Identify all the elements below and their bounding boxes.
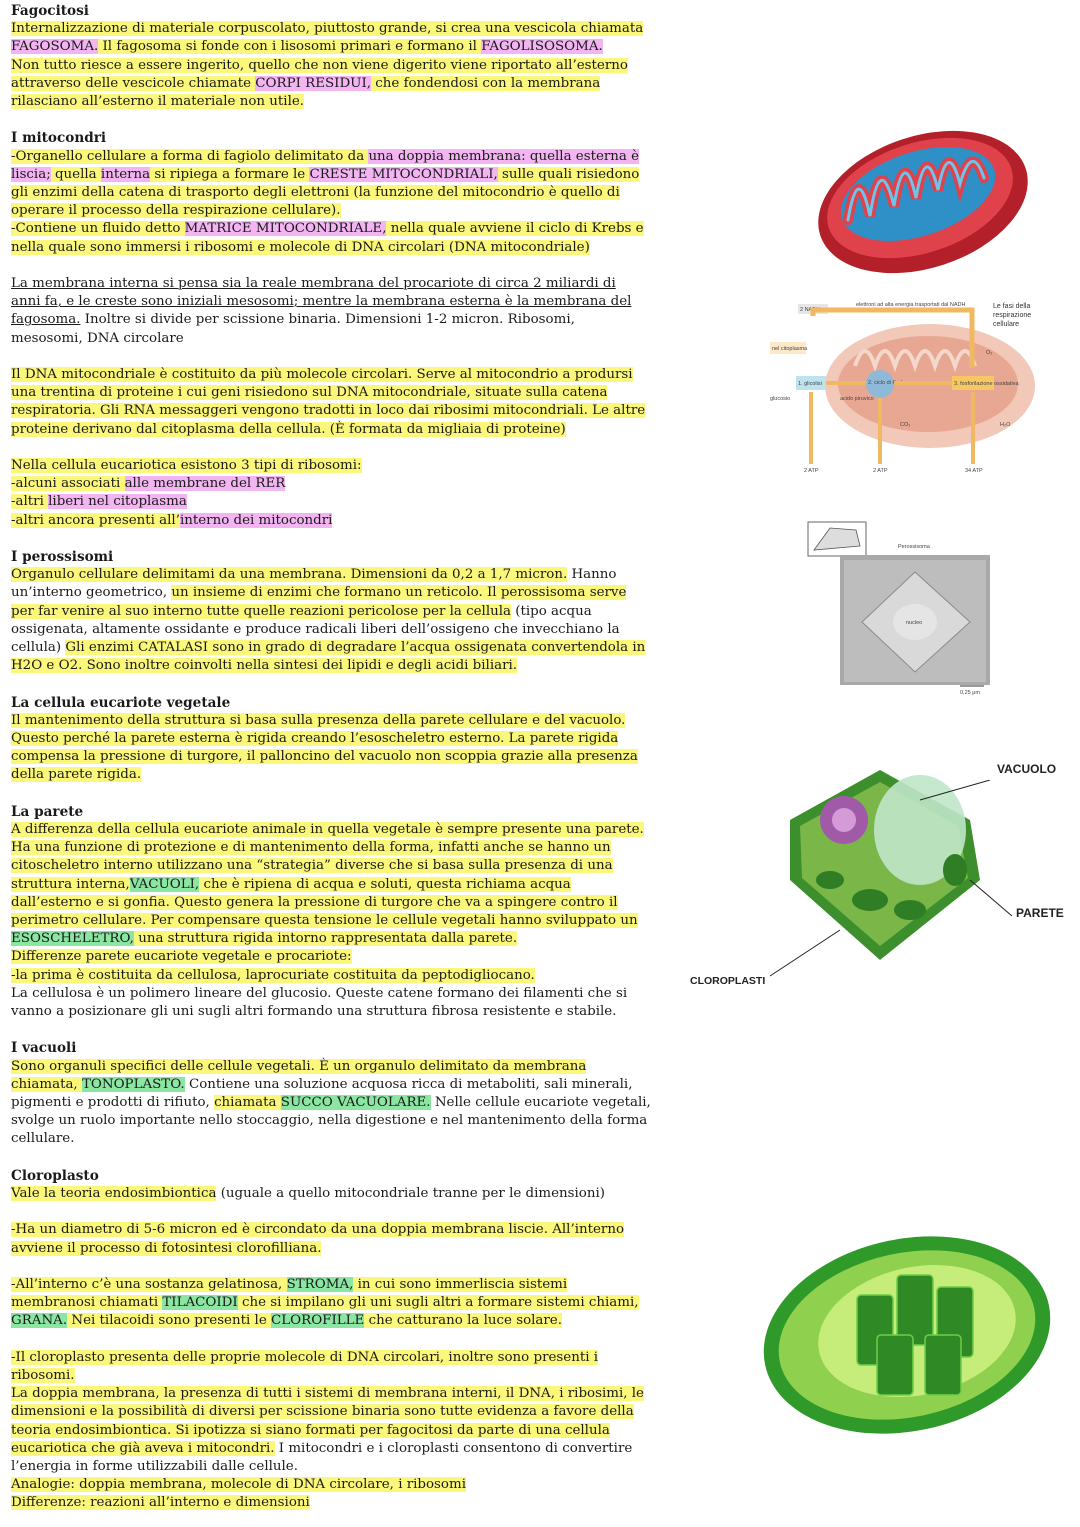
text-line: Nella cellula eucariotica esistono 3 tipi di ribosomi: — [11, 458, 362, 474]
label-glucosio: glucosio — [770, 396, 791, 402]
text-line: Il DNA mitocondriale è costituito da più molecole circolari. Serve al mitocondrio a prodursi — [11, 367, 633, 383]
label-cloroplasti: CLOROPLASTI — [690, 975, 766, 987]
text-line: in cui sono immerliscia sistemi — [353, 1277, 568, 1293]
text-line: doppia membrana, molecole di DNA circolare, i ribosomi — [79, 1477, 466, 1493]
chloroplast-illustration — [757, 1235, 1057, 1435]
text-line: eucariotica che già aveva i mitocondri. — [11, 1440, 275, 1456]
label-krebs: 2. ciclo di Krebs — [868, 380, 907, 386]
text-line: -la prima è costituita da cellulosa, laprocuriate costituita da peptodigliocano. — [11, 967, 535, 983]
text-line: citoscheletro interno utilizzano una “strategia” diverse che si basa sulla presenza di una — [11, 858, 613, 874]
text-line: sulle quali risiedono — [497, 166, 640, 182]
keyword-fagosoma: FAGOSOMA. — [11, 39, 99, 55]
label-perossisoma: Perossisoma — [898, 544, 930, 550]
text-line: La cellulosa è un polimero lineare del glucosio. Queste catene formano dei filamenti che si — [11, 985, 628, 1001]
text-line: La doppia membrana, la presenza di tutti i sistemi di membrana interni, il DNA, i ribosimi, le — [11, 1386, 644, 1402]
section-title: I mitocondri — [11, 130, 107, 147]
text-line: La membrana interna si pensa sia la reale membrana del procariote di circa 2 miliardi di — [11, 276, 616, 292]
text-line: Questo perché la parete esterna è rigida creando l’esoscheletro esterno. La parete rigida — [11, 731, 619, 747]
section-fagocitosi — [11, 2, 729, 111]
text-line: Nelle cellule eucariote vegetali, — [430, 1095, 651, 1111]
text-line: alle membrane del RER — [124, 476, 286, 492]
text-line: respiratoria. Gli RNA messaggeri vengono tradotti in loco dai ribosimi mitocondriali. Le altre — [11, 403, 646, 419]
text-line: Organulo cellulare delimitami da una membrana. Dimensioni da 0,2 a 1,7 micron. — [11, 567, 568, 583]
section-cellula-vegetale — [11, 694, 729, 785]
keyword-creste: CRESTE MITOCONDRIALI, — [309, 166, 498, 182]
text-line: Hanno — [567, 567, 617, 583]
text-line: struttura interna, — [11, 876, 130, 892]
label-elettroni: elettroni ad alta energia trasportati dal NADH — [856, 302, 966, 308]
section-title: I vacuoli — [11, 1040, 77, 1057]
keyword-clorofille: CLOROFILLE — [271, 1313, 365, 1329]
label-citoplasma: nel citoplasma — [772, 346, 808, 352]
text-line: quella — [50, 166, 101, 182]
text-line: I mitocondri e i cloroplasti consentono di convertire — [274, 1440, 633, 1456]
text-line: l’energia in forme utilizzabili dalle cellule. — [11, 1459, 298, 1475]
label-atp-1: 2 ATP — [804, 468, 819, 474]
label-vacuolo: VACUOLO — [997, 762, 1057, 776]
text-line: interna — [100, 166, 151, 182]
text-line: (uguale a quello mitocondriale tranne per le dimensioni) — [216, 1186, 606, 1202]
text-line: Contiene una soluzione acquosa ricca di metaboliti, sali minerali, — [184, 1076, 633, 1092]
text-line: Inoltre si divide per scissione binaria. Dimensioni 1-2 micron. Ribosomi, — [80, 312, 575, 328]
keyword-corpi-residui: CORPI RESIDUI, — [255, 75, 372, 91]
keyword-matrice: MATRICE MITOCONDRIALE, — [184, 221, 387, 237]
label-piruvico: acido piruvico — [840, 396, 874, 402]
text-line: teoria endosimbiontica. Si ipotizza si siano formati per fagocitosi da parte di una cellula — [11, 1422, 610, 1438]
peroxisome-micrograph — [800, 500, 995, 695]
text-line: H2O e O2. Sono inoltre coinvolti nella sintesi dei lipidi e degli acidi biliari. — [11, 658, 518, 674]
text-line: Differenze parete eucariote vegetale e procariote: — [11, 949, 352, 965]
section-title: La cellula eucariote vegetale — [11, 694, 231, 711]
text-line: liberi nel citoplasma — [48, 494, 187, 510]
label-h2o: H₂O — [1000, 422, 1011, 428]
text-line: Ha una funzione di protezione e di mantenimento della forma, infatti anche se hanno un — [11, 840, 611, 856]
text-line: -Ha un diametro di 5-6 micron ed è circondato da una doppia membrana liscie. All’interno — [11, 1222, 625, 1238]
keyword-succo-vacuolare: SUCCO VACUOLARE. — [280, 1095, 431, 1111]
text-line: nella quale avviene il ciclo di Krebs e — [386, 221, 644, 237]
keyword-stroma: STROMA, — [286, 1277, 354, 1293]
text-line: che catturano la luce solare. — [364, 1313, 562, 1329]
text-line: una struttura rigida intorno rappresentata dalla parete. — [133, 931, 518, 947]
section-title: Cloroplasto — [11, 1167, 99, 1184]
keyword-esoscheletro: ESOSCHELETRO, — [11, 931, 134, 947]
text-line: Il mantenimento della struttura si basa sulla presenza della parete cellulare e del vacuolo. — [11, 712, 626, 728]
text-line: che si impilano gli uni sugli altri a formare sistemi chiami, — [237, 1295, 639, 1311]
text-line: una trentina di proteine i cui geni risiedono sul DNA mitocondriale, situate sulla catena — [11, 385, 608, 401]
text-line: Sono organuli specifici delle cellule vegetali. È un organulo delimitato da membrana — [11, 1058, 587, 1074]
keyword-grana: GRANA. — [11, 1313, 68, 1329]
text-line: della parete rigida. — [11, 767, 142, 783]
text-line: -Organello cellulare a forma di fagiolo delimitato da — [11, 148, 369, 164]
text-line: compensa la pressione di turgore, il palloncino del vacuolo non scoppia grazie alla presenza — [11, 749, 638, 765]
text-line: perimetro cellulare. Per compensare questa tensione le cellule vegetali hanno sviluppato un — [11, 913, 638, 929]
text-line: avviene il processo di fotosintesi clorofilliana. — [11, 1240, 322, 1256]
text-line: che è ripiena di acqua e soluti, questa richiama acqua — [199, 876, 571, 892]
text-line: interno dei mitocondri — [179, 512, 333, 528]
section-title: La parete — [11, 803, 84, 820]
section-cloroplasto — [11, 1167, 729, 1513]
text-line: attraverso delle vescicole chiamate — [11, 75, 256, 91]
text-line: Vale la teoria endosimbiontica — [11, 1186, 217, 1202]
text-line: proteine derivano dal citoplasma della cellula. (È formata da migliaia di proteine) — [11, 421, 566, 437]
text-line: per far venire al suo interno tutte quelle reazioni pericolose per la cellula — [11, 603, 512, 619]
text-line: rilasciano all’esterno il materiale non utile. — [11, 94, 305, 110]
keyword-tilacoidi: TILACOIDI — [162, 1295, 238, 1311]
text-line: un’interno geometrico, — [11, 585, 172, 601]
section-title: I perossisomi — [11, 549, 114, 566]
text-line: -Il cloroplasto presenta delle proprie molecole di DNA circolari, inoltre sono presenti i — [11, 1349, 599, 1365]
text-line: Il fagosoma si fonde con i lisosomi primari e formano il — [98, 39, 482, 55]
section-mitocondri — [11, 129, 729, 529]
label-atp-3: 34 ATP — [965, 468, 983, 474]
label-nadh: 2 NADH — [800, 307, 821, 313]
text-line: Gli enzimi CATALASI sono in grado di degradare l’acqua ossigenata convertendola in — [65, 640, 646, 656]
text-line: cellulare. — [11, 1131, 75, 1147]
text-line: una doppia membrana: quella esterna è — [368, 148, 640, 164]
text-line: -All’interno c’è una sostanza gelatinosa, — [11, 1277, 287, 1293]
keyword-vacuoli: VACUOLI, — [129, 876, 200, 892]
label-glicolisi: 1. glicolisi — [798, 381, 822, 387]
text-line: Analogie: — [11, 1477, 80, 1493]
text-line: chiamata — [214, 1095, 281, 1111]
section-parete — [11, 803, 729, 1021]
text-line: -altri ancora presenti all’ — [11, 512, 180, 528]
text-line: mesosomi, DNA circolare — [11, 330, 184, 346]
section-perossisomi — [11, 548, 729, 675]
notes-column — [11, 2, 729, 1513]
label-co2: CO₂ — [900, 422, 911, 428]
resp-title: Le fasi della respirazione cellulare — [993, 303, 1032, 328]
text-line: Non tutto riesce a essere ingerito, quello che non viene digerito viene riportato all’esterno — [11, 57, 628, 73]
mitochondrion-illustration — [808, 120, 1038, 285]
text-line: che fondendosi con la membrana — [371, 75, 601, 91]
label-o2: O₂ — [986, 350, 993, 356]
label-parete: PARETE — [1016, 906, 1064, 920]
text-line: pigmenti e prodotti di rifiuto, — [11, 1095, 215, 1111]
keyword-fagolisosoma: FAGOLISOSOMA. — [481, 39, 603, 55]
section-title: Fagocitosi — [11, 3, 89, 19]
text-line: svolge un ruolo importante nello stoccaggio, nella digestione e nel mantenimento della forma — [11, 1113, 648, 1129]
text-line: ribosomi. — [11, 1368, 75, 1384]
text-line: nella quale sono immersi i ribosomi e molecole di DNA circolari (DNA mitocondriale) — [11, 239, 590, 255]
text-line: si ripiega a formare le — [150, 166, 310, 182]
keyword-tonoplasto: TONOPLASTO. — [81, 1076, 185, 1092]
text-line: -altri — [11, 494, 49, 510]
text-line: chiamata, — [11, 1076, 82, 1092]
text-line: (tipo acqua — [511, 603, 592, 619]
text-line: dimensioni e la possibilità di diversi per scissione binaria sono tutte evidenza a favore della — [11, 1404, 634, 1420]
text-line: -alcuni associati — [11, 476, 125, 492]
text-line: dall’esterno e si gonfia. Questo genera la pressione di turgore che va a spingere contro il — [11, 894, 618, 910]
text-line: liscia; — [11, 166, 51, 182]
text-line: vanno a posizionare gli uni sugli altri formando una struttura fibrosa resistente e stabile. — [11, 1004, 617, 1020]
text-line: membranosi chiamati — [11, 1295, 163, 1311]
text-line: fagosoma. — [11, 312, 81, 328]
text-line: un insieme di enzimi che formano un reticolo. Il perossisoma serve — [171, 585, 627, 601]
text-line: cellula) — [11, 640, 66, 656]
plant-cell-pointer-lines — [760, 780, 1020, 980]
text-line: Differenze: — [11, 1495, 91, 1511]
label-nucleo: nucleo — [906, 620, 923, 626]
text-line: anni fa, e le creste sono iniziali mesosomi; mentre la membrana esterna è la membrana del — [11, 294, 632, 310]
section-vacuoli — [11, 1039, 729, 1148]
text-line: Internalizzazione di materiale corpuscolato, piuttosto grande, si crea una vescicola chiamata — [11, 21, 644, 37]
text-line: A differenza della cellula eucariote animale in quella vegetale è sempre presente una parete. — [11, 822, 644, 838]
label-scale: 0,25 μm — [960, 690, 980, 695]
text-line: Nei tilacoidi sono presenti le — [67, 1313, 271, 1329]
text-line: -Contiene un fluido detto — [11, 221, 185, 237]
text-line: ossigenata, altamente ossidante e produce radicali liberi dell’ossigeno che invecchiano la — [11, 621, 620, 637]
label-atp-2: 2 ATP — [873, 468, 888, 474]
label-fosforilazione: 3. fosforilazione ossidativa — [954, 381, 1019, 387]
text-line: gli enzimi della catena di trasporto degli elettroni (la funzione del mitocondrio è quello di — [11, 185, 620, 201]
text-line: reazioni all’interno e dimensioni — [90, 1495, 310, 1511]
text-line: operare il processo della respirazione cellulare). — [11, 203, 341, 219]
